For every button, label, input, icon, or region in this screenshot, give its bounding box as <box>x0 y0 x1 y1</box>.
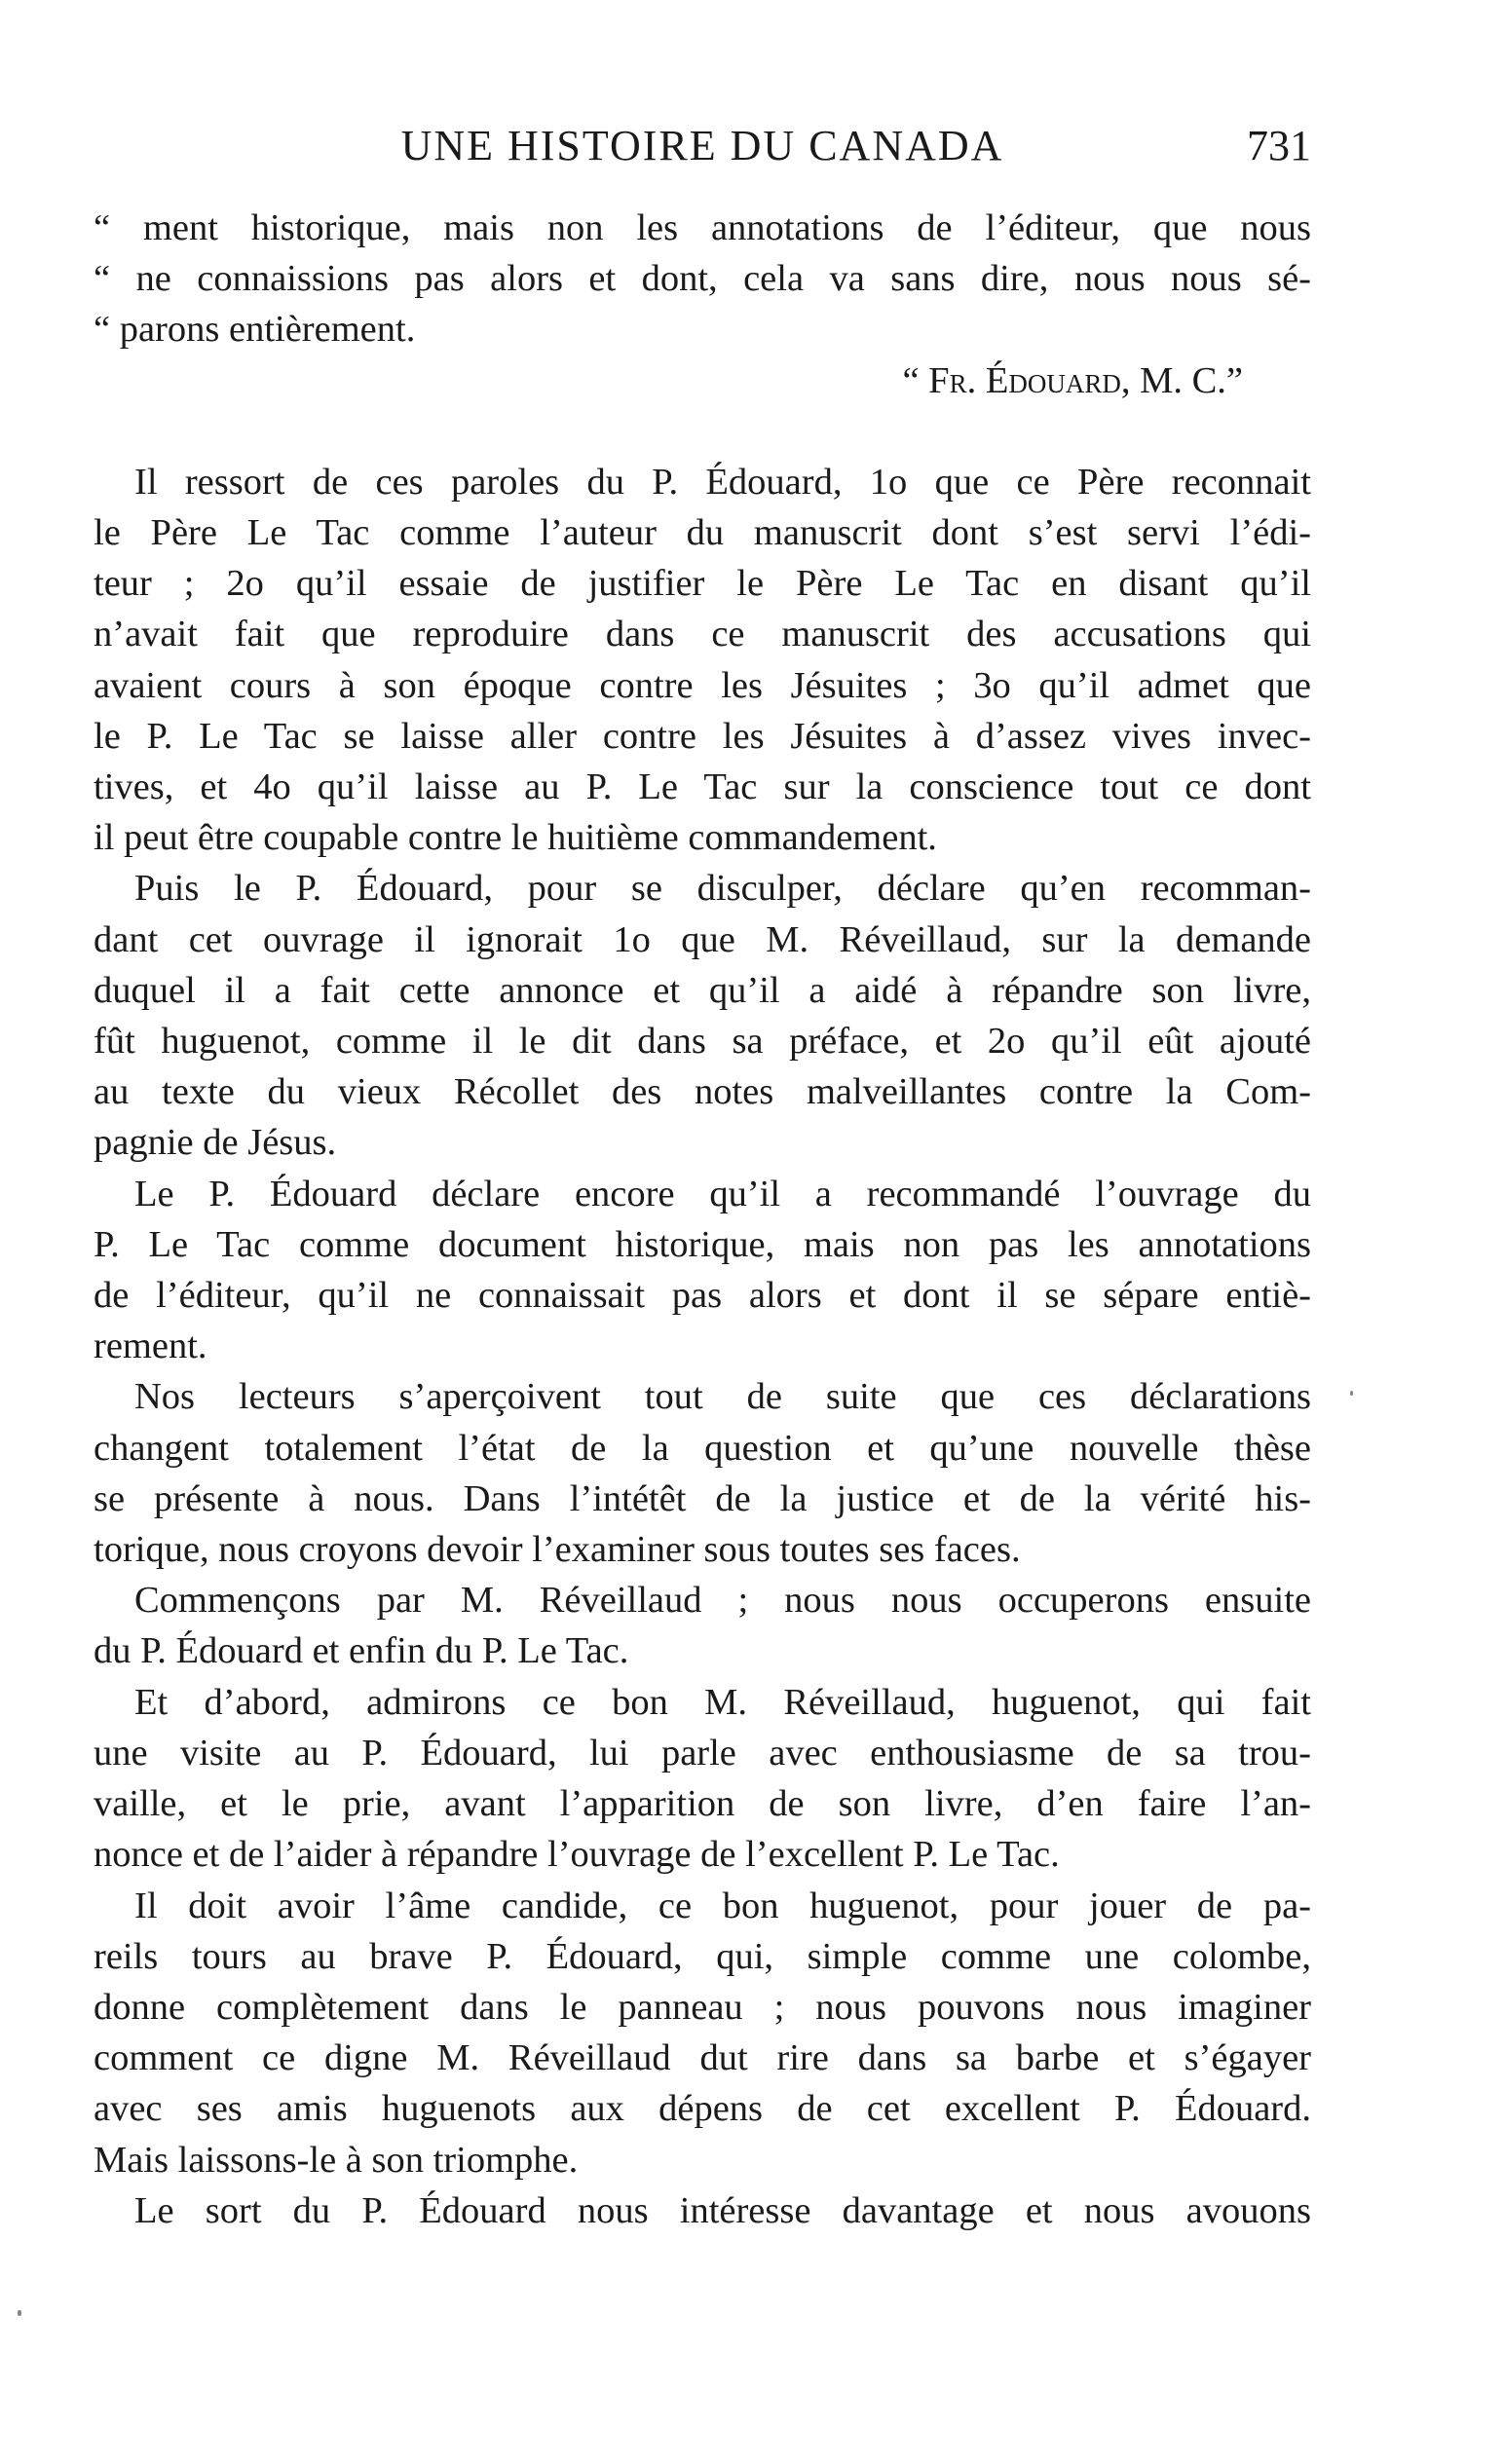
running-title: UNE HISTOIRE DU CANADA <box>400 122 1004 169</box>
text-line: teur ; 2o qu’il essaie de justifier le Père Le Tac en disant qu’il <box>94 563 1311 605</box>
text-line: torique, nous croyons devoir l’examiner sous toutes ses faces. <box>94 1529 1021 1571</box>
text-line: rement. <box>94 1325 207 1367</box>
text-line: changent totalement l’état de la question et qu’une nouvelle thèse <box>94 1427 1311 1469</box>
scan-speck <box>18 2310 21 2316</box>
text-line: au texte du vieux Récollet des notes malveillantes contre la Com- <box>94 1071 1311 1113</box>
page-header <box>94 121 1311 179</box>
text-line: reils tours au brave P. Édouard, qui, simple comme une colombe, <box>94 1935 1311 1977</box>
text-line: duquel il a fait cette annonce et qu’il a aidé à répandre son livre, <box>94 969 1311 1011</box>
text-line: dant cet ouvrage il ignorait 1o que M. Réveillaud, sur la demande <box>94 918 1311 960</box>
text-line: nonce et de l’aider à répandre l’ouvrage de l’excellent P. Le Tac. <box>94 1834 1060 1876</box>
text-line: avec ses amis huguenots aux dépens de cet excellent P. Édouard. <box>94 2088 1311 2130</box>
paragraph-gap <box>94 406 1311 457</box>
text-line: P. Le Tac comme document historique, mais non pas les annotations <box>94 1223 1311 1265</box>
text-line: comment ce digne M. Réveillaud dut rire dans sa barbe et s’égayer <box>94 2037 1311 2079</box>
text-line: il peut être coupable contre le huitième commandement. <box>94 817 937 859</box>
text-line: Commençons par M. Réveillaud ; nous nous occuperons ensuite <box>134 1580 1311 1622</box>
text-line: Puis le P. Édouard, pour se disculper, déclare qu’en recomman- <box>134 868 1311 910</box>
text-line: une visite au P. Édouard, lui parle avec enthousiasme de sa trou- <box>94 1732 1311 1773</box>
text-line: Et d’abord, admirons ce bon M. Réveillaud, huguenot, qui fait <box>134 1681 1311 1723</box>
page-number: 731 <box>1247 122 1311 169</box>
text-line: se présente à nous. Dans l’intétêt de la justice et de la vérité his- <box>94 1477 1311 1519</box>
text-line: fût huguenot, comme il le dit dans sa préface, et 2o qu’il eût ajouté <box>94 1021 1311 1063</box>
text-line: Mais laissons-le à son triomphe. <box>94 2139 579 2181</box>
text-line: vaille, et le prie, avant l’apparition de son livre, d’en faire l’an- <box>94 1783 1311 1825</box>
text-line: pagnie de Jésus. <box>94 1122 337 1164</box>
text-line: “ parons entièrement. <box>94 309 416 351</box>
scan-speck <box>1350 1391 1353 1396</box>
text-line: tives, et 4o qu’il laisse au P. Le Tac sur la conscience tout ce dont <box>94 766 1311 808</box>
text-line: Il ressort de ces paroles du P. Édouard, 1o que ce Père reconnait <box>134 461 1311 503</box>
text-line: Le sort du P. Édouard nous intéresse davantage et nous avouons <box>134 2189 1311 2231</box>
text-line: “ ne connaissions pas alors et dont, cela va sans dire, nous nous sé- <box>94 258 1311 300</box>
text-line: du P. Édouard et enfin du P. Le Tac. <box>94 1630 629 1672</box>
text-line: de l’éditeur, qu’il ne connaissait pas alors et dont il se sépare entiè- <box>94 1275 1311 1317</box>
text-line: Nos lecteurs s’aperçoivent tout de suite que ces déclarations <box>134 1376 1311 1418</box>
text-line: n’avait fait que reproduire dans ce manuscrit des accusations qui <box>94 614 1311 655</box>
text-line: Le P. Édouard déclare encore qu’il a recommandé l’ouvrage du <box>134 1173 1311 1214</box>
text-line: Il doit avoir l’âme candide, ce bon huguenot, pour jouer de pa- <box>134 1885 1311 1926</box>
body-text <box>94 203 1311 2236</box>
text-line: avaient cours à son époque contre les Jésuites ; 3o qu’il admet que <box>94 664 1311 706</box>
signature-line: “ Fr. Édouard, M. C.” <box>902 359 1243 401</box>
text-line: donne complètement dans le panneau ; nous pouvons nous imaginer <box>94 1986 1311 2028</box>
text-line: “ ment historique, mais non les annotations de l’éditeur, que nous <box>94 207 1311 248</box>
text-line: le Père Le Tac comme l’auteur du manuscrit dont s’est servi l’édi- <box>94 512 1311 554</box>
text-line: le P. Le Tac se laisse aller contre les Jésuites à d’assez vives invec- <box>94 715 1311 757</box>
